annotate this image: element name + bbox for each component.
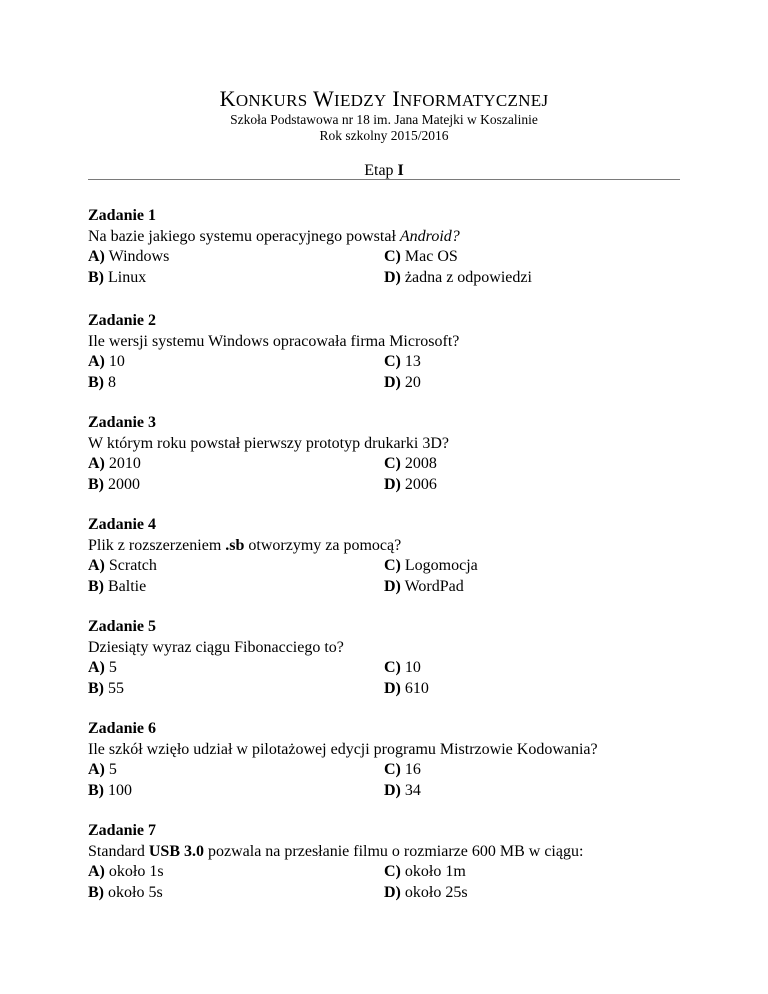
- answer-option: [384, 247, 458, 268]
- task-question: [88, 740, 688, 761]
- answer-option: [384, 658, 421, 679]
- question-part: pozwala na przesłanie filmu o rozmiarze 600 MB w ciągu:: [204, 842, 584, 860]
- header-divider: [88, 179, 680, 180]
- question-part: Standard: [88, 842, 149, 860]
- answer-option: [88, 658, 117, 679]
- answer-option: [88, 268, 146, 289]
- task-5: [88, 617, 688, 699]
- answer-option: [384, 373, 421, 394]
- answer-option: [88, 862, 164, 883]
- task-3: [88, 413, 688, 495]
- answer-letter: C): [384, 659, 401, 676]
- answer-text: 2006: [400, 475, 437, 493]
- answer-text: 13: [400, 353, 421, 370]
- answer-text: 2008: [400, 455, 437, 472]
- answer-option: [384, 454, 437, 475]
- answer-option: [384, 781, 421, 802]
- task-2: [88, 311, 688, 393]
- answer-option: [88, 781, 132, 802]
- answer-row: [88, 679, 688, 700]
- answer-row: [88, 352, 688, 373]
- title-word-3: INFORMATYCZNEJ: [392, 86, 549, 111]
- answer-option: [384, 679, 429, 700]
- answer-option: [88, 760, 117, 781]
- school-name: Szkoła Podstawowa nr 18 im. Jana Matejki w Koszalinie: [230, 112, 538, 127]
- answer-option: [384, 862, 466, 883]
- answer-letter: D): [384, 475, 401, 493]
- answer-option: [88, 352, 125, 373]
- answer-option: [88, 556, 157, 577]
- question-part: W którym roku powstał pierwszy prototyp drukarki 3D?: [88, 434, 449, 452]
- question-part: Ile szkół wzięło udział w pilotażowej edycji programu Mistrzowie Kodowania?: [88, 740, 598, 758]
- answer-option: [88, 373, 116, 394]
- title-word-2: WIEDZY: [312, 86, 387, 111]
- answer-letter: D): [384, 373, 401, 391]
- answer-text: żadna z odpowiedzi: [400, 268, 532, 286]
- answer-option: [384, 556, 478, 577]
- task-6: [88, 719, 688, 801]
- question-part: Dziesiąty wyraz ciągu Fibonacciego to?: [88, 638, 344, 656]
- answer-letter: D): [384, 781, 401, 799]
- task-question: [88, 227, 688, 248]
- answer-row: [88, 781, 688, 802]
- answer-row: [88, 475, 688, 496]
- title-word-1: KONKURS: [219, 86, 308, 111]
- answer-text: Scratch: [104, 557, 157, 574]
- answer-text: 10: [400, 659, 421, 676]
- answer-row: [88, 862, 688, 883]
- answer-letter: A): [88, 353, 105, 370]
- answer-option: [88, 247, 169, 268]
- answer-text: 610: [400, 679, 429, 697]
- answer-letter: A): [88, 863, 105, 880]
- answer-text: 5: [104, 659, 117, 676]
- answer-letter: D): [384, 883, 401, 901]
- answer-letter: A): [88, 557, 105, 574]
- answer-text: 34: [400, 781, 421, 799]
- stage-heading: [0, 162, 768, 180]
- answer-option: [384, 352, 421, 373]
- page-title: [0, 86, 768, 114]
- answer-text: 2000: [104, 475, 140, 493]
- question-part: otworzymy za pomocą?: [244, 536, 402, 554]
- answer-letter: C): [384, 761, 401, 778]
- task-question: [88, 842, 688, 863]
- answer-letter: A): [88, 248, 105, 265]
- answer-text: Mac OS: [400, 248, 458, 265]
- answer-letter: A): [88, 761, 105, 778]
- answer-letter: C): [384, 353, 401, 370]
- answer-option: [88, 454, 141, 475]
- answer-row: [88, 760, 688, 781]
- answer-option: [384, 883, 468, 904]
- answer-text: około 25s: [400, 883, 468, 901]
- answer-text: około 1m: [400, 863, 466, 880]
- answer-letter: B): [88, 781, 104, 799]
- answer-text: 2010: [104, 455, 141, 472]
- answer-text: 100: [104, 781, 132, 799]
- task-4: [88, 515, 688, 597]
- answer-letter: B): [88, 577, 104, 595]
- answer-option: [384, 760, 421, 781]
- answer-letter: D): [384, 577, 401, 595]
- stage-label: Etap: [364, 162, 394, 179]
- answer-text: Logomocja: [400, 557, 478, 574]
- answer-row: [88, 577, 688, 598]
- task-heading: Zadanie 7: [88, 822, 157, 839]
- task-1: [88, 206, 688, 288]
- question-part: Plik z rozszerzeniem: [88, 536, 226, 554]
- answer-letter: B): [88, 373, 104, 391]
- task-7: [88, 821, 688, 903]
- answer-text: około 1s: [104, 863, 164, 880]
- answer-option: [384, 475, 437, 496]
- answer-row: [88, 883, 688, 904]
- answer-option: [88, 577, 146, 598]
- answer-text: 8: [104, 373, 116, 391]
- answer-letter: C): [384, 863, 401, 880]
- answer-row: [88, 247, 688, 268]
- answer-row: [88, 268, 688, 289]
- school-year: Rok szkolny 2015/2016: [319, 128, 449, 143]
- answer-letter: D): [384, 679, 401, 697]
- answer-option: [88, 883, 163, 904]
- answer-row: [88, 454, 688, 475]
- answer-text: Windows: [104, 248, 170, 265]
- answer-letter: B): [88, 679, 104, 697]
- answer-letter: B): [88, 883, 104, 901]
- answer-text: około 5s: [104, 883, 163, 901]
- task-heading: Zadanie 2: [88, 312, 157, 329]
- task-heading: Zadanie 5: [88, 618, 157, 635]
- answer-text: 10: [104, 353, 125, 370]
- question-part: .sb: [225, 536, 245, 554]
- question-part: USB 3.0: [148, 842, 204, 860]
- task-heading: Zadanie 6: [88, 720, 157, 737]
- task-question: [88, 536, 688, 557]
- answer-row: [88, 556, 688, 577]
- stage-number: I: [397, 162, 404, 179]
- task-question: [88, 434, 688, 455]
- answer-option: [88, 475, 140, 496]
- question-part: Android?: [399, 227, 460, 245]
- answer-letter: A): [88, 659, 105, 676]
- answer-text: Baltie: [104, 577, 147, 595]
- answer-letter: C): [384, 455, 401, 472]
- task-heading: Zadanie 1: [88, 207, 157, 224]
- question-part: Ile wersji systemu Windows opracowała firma Microsoft?: [88, 332, 460, 350]
- task-question: [88, 332, 688, 353]
- answer-letter: C): [384, 557, 401, 574]
- answer-letter: B): [88, 475, 104, 493]
- answer-text: 5: [104, 761, 117, 778]
- answer-text: 20: [400, 373, 421, 391]
- answer-letter: A): [88, 455, 105, 472]
- task-question: [88, 638, 688, 659]
- answer-option: [88, 679, 124, 700]
- answer-text: 16: [400, 761, 421, 778]
- answer-text: 55: [104, 679, 124, 697]
- answer-letter: D): [384, 268, 401, 286]
- task-heading: Zadanie 3: [88, 414, 157, 431]
- task-heading: Zadanie 4: [88, 516, 157, 533]
- answer-letter: C): [384, 248, 401, 265]
- answer-letter: B): [88, 268, 104, 286]
- answer-row: [88, 658, 688, 679]
- answer-text: Linux: [104, 268, 147, 286]
- answer-option: [384, 268, 532, 289]
- answer-row: [88, 373, 688, 394]
- answer-text: WordPad: [400, 577, 464, 595]
- question-part: Na bazie jakiego systemu operacyjnego powstał: [88, 227, 400, 245]
- answer-option: [384, 577, 464, 598]
